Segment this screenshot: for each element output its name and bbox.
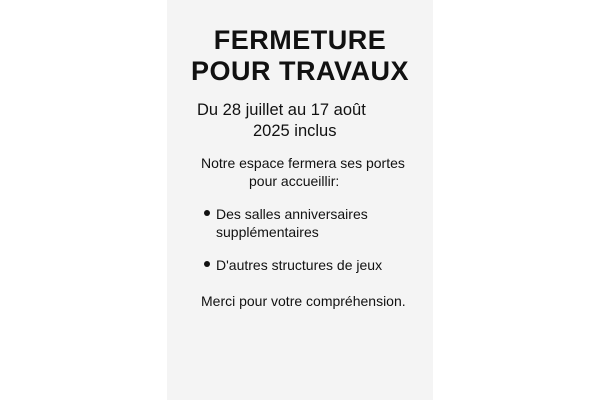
bullet-icon — [204, 210, 210, 216]
bullet-icon — [204, 261, 210, 267]
thanks-message: Merci pour votre compréhension. — [201, 293, 406, 309]
notice-title-line-1: FERMETURE — [213, 25, 387, 55]
closure-dates-line-1: Du 28 juillet au 17 août — [197, 101, 366, 119]
intro-text-line-2: pour accueillir: — [249, 173, 340, 189]
list-item-2: D'autres structures de jeux — [216, 257, 383, 273]
intro-text-line-1: Notre espace fermera ses portes — [201, 155, 405, 171]
closure-notice-poster — [167, 0, 433, 400]
list-item-1-line-2: supplémentaires — [216, 224, 319, 240]
list-item-1-line-1: Des salles anniversaires — [216, 206, 368, 222]
notice-title-line-2: POUR TRAVAUX — [190, 56, 409, 86]
closure-dates-line-2: 2025 inclus — [253, 122, 337, 140]
